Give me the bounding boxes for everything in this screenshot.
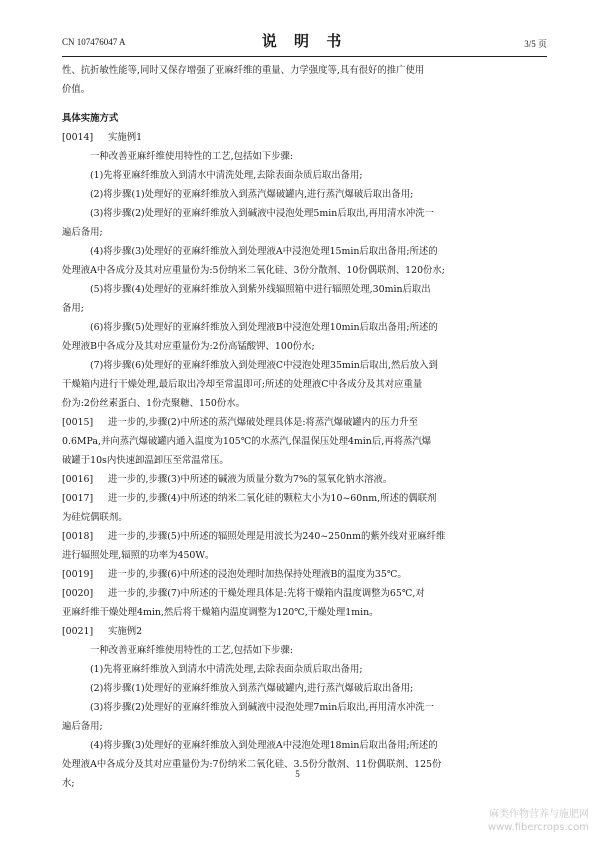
text-line: (3)将步骤(2)处理好的亚麻纤维放入到碱液中浸泡处理7min后取出,再用清水冲洗一 (90, 702, 435, 713)
text-line: (5)将步骤(4)处理好的亚麻纤维放入到紫外线辐照箱中进行辐照处理,30min后取出 (90, 284, 431, 295)
text-line: 进一步的,步骤(4)中所述的纳米二氧化硅的颗粒大小为10~60nm,所述的偶联剂 (108, 493, 437, 504)
watermark-title: 麻类作物营养与施肥网 (489, 809, 589, 820)
text-line: (1)先将亚麻纤维放入到清水中清洗处理,去除表面杂质后取出备用; (90, 170, 363, 181)
page-indicator: 3/5 页 (524, 39, 547, 49)
text-line: 进一步的,步骤(5)中所述的辐照处理是用波长为240~250nm的紫外线对亚麻纤维 (108, 531, 446, 542)
text-line: 为硅烷偶联剂。 (62, 512, 128, 523)
text-line: 一种改善亚麻纤维使用特性的工艺,包括如下步骤: (90, 151, 294, 162)
text-line: 一种改善亚麻纤维使用特性的工艺,包括如下步骤: (90, 645, 294, 656)
text-line: (6)将步骤(5)处理好的亚麻纤维放入到处理液B中浸泡处理10min后取出备用;所述的 (90, 322, 438, 333)
text-line: (1)先将亚麻纤维放入到清水中清洗处理,去除表面杂质后取出备用; (90, 664, 363, 675)
text-line: 处理液A中各成分及其对应重量份为:7份纳米二氧化硅、3.5份分散剂、11份偶联剂、125份 (62, 759, 442, 770)
example-heading: 实施例2 (108, 626, 143, 637)
text-line: 破罐于10s内快速卸温卸压至常温常压。 (62, 455, 229, 466)
paragraph-0019 (62, 565, 535, 584)
paragraph-number: [0020] (62, 588, 94, 599)
intro-line: 性、抗折敏性能等,同时又保存增强了亚麻纤维的重量、力学强度等,具有很好的推广使用 (62, 65, 425, 76)
patent-number: CN 107476047 A (62, 37, 126, 47)
header-rule (62, 56, 547, 57)
paragraph-0020 (62, 584, 535, 603)
text-line: (2)将步骤(1)处理好的亚麻纤维放入到蒸汽爆破罐内,进行蒸汽爆破后取出备用; (90, 189, 414, 200)
text-line: 遍后备用; (62, 721, 103, 732)
paragraph-number: [0019] (62, 569, 94, 580)
paragraph-0014 (62, 128, 535, 147)
paragraph-number: [0021] (62, 626, 94, 637)
text-line: 干燥箱内进行干燥处理,最后取出冷却至常温即可;所述的处理液C中各成分及其对应重量 (62, 379, 423, 390)
text-line: (3)将步骤(2)处理好的亚麻纤维放入到碱液中浸泡处理5min后取出,再用清水冲洗一 (90, 208, 435, 219)
text-line: 进一步的,步骤(7)中所述的干燥处理具体是:先将干燥箱内温度调整为65℃,对 (108, 588, 425, 599)
text-line: 遍后备用; (62, 227, 103, 238)
text-line: 进行辐照处理,辐照的功率为450W。 (62, 550, 215, 561)
example-heading: 实施例1 (108, 132, 143, 143)
text-line: 处理液A中各成分及其对应重量份为:5份纳米二氧化硅、3份分散剂、10份偶联剂、120份水; (62, 265, 445, 276)
page-header (62, 30, 547, 54)
text-line: (2)将步骤(1)处理好的亚麻纤维放入到蒸汽爆破罐内,进行蒸汽爆破后取出备用; (90, 683, 414, 694)
paragraph-number: [0016] (62, 474, 94, 485)
paragraph-number: [0015] (62, 417, 94, 428)
document-title: 说 明 书 (261, 32, 348, 50)
paragraph-0021 (62, 622, 535, 641)
text-line: 水; (62, 778, 75, 789)
intro-line: 价值。 (62, 84, 91, 95)
text-line: 亚麻纤维干燥处理4min,然后将干燥箱内温度调整为120℃,干燥处理1min。 (62, 607, 379, 618)
text-line: 处理液B中各成分及其对应重量份为:2份高锰酸钾、100份水; (62, 341, 315, 352)
site-watermark (488, 808, 589, 834)
text-line: 备用; (62, 303, 84, 314)
watermark-url: www.fibercrops.com (487, 822, 589, 833)
text-line: 进一步的,步骤(3)中所述的碱液为质量分数为7%的氢氧化钠水溶液。 (108, 474, 393, 485)
document-body (62, 61, 535, 793)
paragraph-number: [0014] (62, 132, 94, 143)
text-line: 进一步的,步骤(6)中所述的浸泡处理时加热保持处理液B的温度为35℃。 (108, 569, 407, 580)
paragraph-0018 (62, 527, 535, 546)
section-title: 具体实施方式 (62, 113, 119, 124)
page-number: 5 (295, 769, 300, 779)
text-line: (4)将步骤(3)处理好的亚麻纤维放入到处理液A中浸泡处理15min后取出备用;所述的 (90, 246, 438, 257)
paragraph-number: [0018] (62, 531, 94, 542)
text-line: 份为:2份丝素蛋白、1份壳聚糖、150份水。 (62, 398, 245, 409)
text-line: (4)将步骤(3)处理好的亚麻纤维放入到处理液A中浸泡处理18min后取出备用;所述的 (90, 740, 438, 751)
text-line: (7)将步骤(6)处理好的亚麻纤维放入到处理液C中浸泡处理35min后取出,然后放入到 (90, 360, 438, 371)
text-line: 进一步的,步骤(2)中所述的蒸汽爆破处理具体是:将蒸汽爆破罐内的压力升至 (108, 417, 419, 428)
paragraph-0017 (62, 489, 535, 508)
paragraph-0015 (62, 413, 535, 432)
text-line: 0.6MPa,并向蒸汽爆破罐内通入温度为105℃的水蒸汽,保温保压处理4min后,再将蒸汽爆 (62, 436, 432, 447)
paragraph-number: [0017] (62, 493, 94, 504)
paragraph-0016 (62, 470, 535, 489)
